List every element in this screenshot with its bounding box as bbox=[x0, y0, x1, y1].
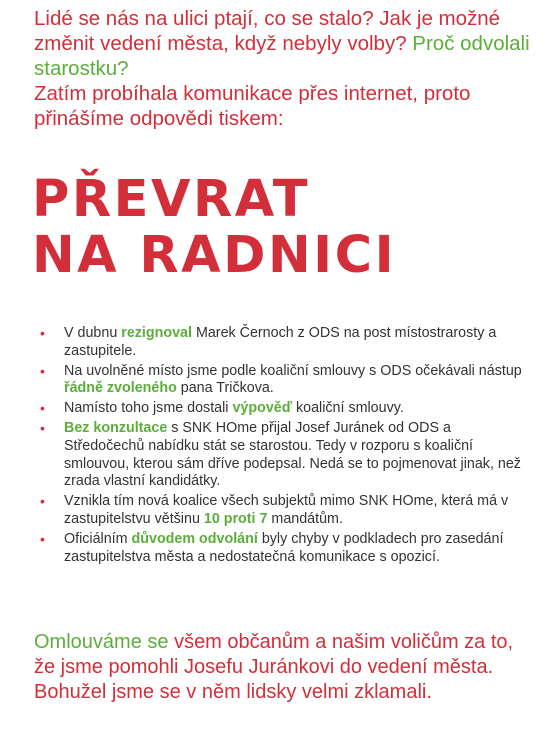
bullet-dot: • bbox=[40, 400, 45, 417]
list-item bbox=[40, 493, 530, 529]
bullet-text: byly chyby v podkladech pro zasedání zastupitelstva města a nedostatečná komunikace s opozicí. bbox=[64, 530, 504, 565]
intro-text-2: Zatím probíhala komunikace přes internet, proto přinášíme odpovědi tiskem: bbox=[34, 82, 471, 130]
bullet-highlight: 10 proti 7 bbox=[203, 510, 268, 527]
bullet-highlight: rezignoval bbox=[121, 325, 192, 341]
bullet-text: Marek Černoch z ODS na post místostrarosty a zastupitele. bbox=[64, 325, 497, 359]
bullet-dot: • bbox=[40, 362, 45, 379]
outro-paragraph bbox=[34, 630, 514, 705]
list-item bbox=[40, 531, 530, 567]
bullet-text: koaliční smlouvy. bbox=[292, 400, 404, 417]
bullet-highlight: výpověď bbox=[232, 400, 293, 417]
headline bbox=[32, 172, 396, 284]
bullet-dot: • bbox=[40, 493, 45, 510]
bullet-text: mandátům. bbox=[267, 510, 343, 527]
bullet-text: pana Tričkova. bbox=[176, 380, 274, 397]
list-item bbox=[40, 325, 530, 361]
bullet-highlight: Bez konzultace bbox=[64, 419, 168, 436]
bullet-text: Oficiálním bbox=[64, 530, 132, 547]
bullet-text: Namísto toho jsme dostali bbox=[64, 400, 233, 417]
list-item bbox=[40, 363, 530, 399]
bullet-dot: • bbox=[40, 325, 45, 341]
bullet-text: Na uvolněné místo jsme podle koaliční smlouvy s ODS očekávali nástup bbox=[64, 362, 522, 379]
bullet-text: Vznikla tím nová koalice všech subjektů mimo SNK HOme, která má v zastupitelstvu většinu bbox=[64, 493, 509, 527]
bullet-text: s SNK HOme přijal Josef Juránek od ODS a Středočechů nabídku stát se starostou. Tedy v rozporu s koaliční smlouvou, kterou sám dříve podepsal. Nedá se to pojmenovat jinak, než zrada vlastní kandidátky. bbox=[64, 419, 521, 490]
bullet-text: V dubnu bbox=[64, 325, 122, 341]
bullet-highlight: důvodem odvolání bbox=[131, 530, 258, 547]
headline-line-1: PŘEVRAT bbox=[32, 170, 311, 229]
outro-green: Omlouváme se bbox=[34, 631, 175, 653]
intro-text: Lidé se nás na ulici ptají, co se stalo? Jak je možné změnit vedení města, když nebyly volby? bbox=[34, 7, 501, 55]
bullet-dot: • bbox=[40, 419, 45, 436]
bullet-highlight: řádně zvoleného bbox=[64, 380, 177, 397]
list-item bbox=[40, 400, 530, 418]
intro-question: Proč odvolali starostku? bbox=[34, 32, 530, 80]
list-item bbox=[40, 420, 530, 491]
outro-red: všem občanům a našim voličům za to, že jsme pomohli Josefu Juránkovi do vedení města. Bohužel jsme se v něm lidsky velmi zklamali. bbox=[34, 631, 514, 703]
headline-line-2: NA RADNICI bbox=[32, 226, 397, 285]
intro-paragraph bbox=[34, 6, 534, 131]
bullet-list bbox=[40, 325, 530, 568]
bullet-dot: • bbox=[40, 530, 45, 547]
